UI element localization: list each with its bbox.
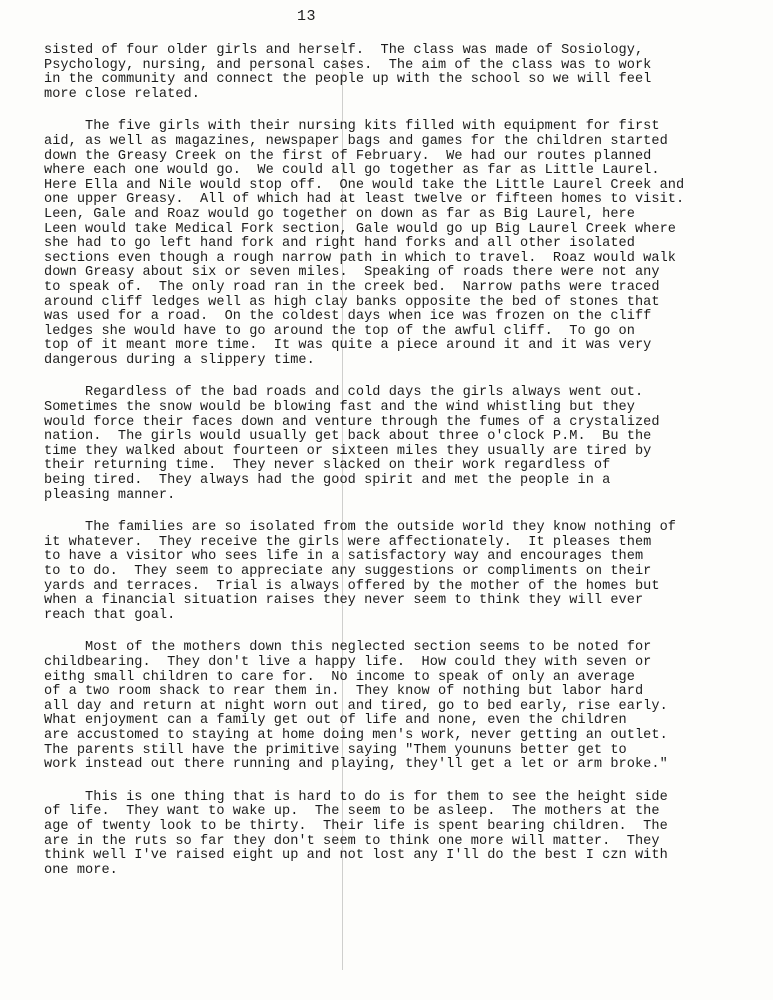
text-line: to have a visitor who sees life in a satisfactory way and encourages them [44,549,644,565]
text-line: The five girls with their nursing kits filled with equipment for first [44,119,660,135]
text-line: Leen would take Medical Fork section, Gale would go up Big Laurel Creek where [44,221,676,237]
text-line: nation. The girls would usually get back about three o'clock P.M. Bu the [44,429,652,445]
text-line: are in the ruts so far they don't seem to think one more will matter. They [44,833,660,849]
text-line: she had to go left hand fork and right hand forks and all other isolated [44,236,635,252]
text-line: when a financial situation raises they never seem to think they will ever [44,593,644,609]
text-line: aid, as well as magazines, newspaper bags and games for the children started [44,133,668,149]
text-line: more close related. [44,86,200,102]
paragraph [44,44,756,102]
text-line: down the Greasy Creek on the first of February. We had our routes planned [44,148,652,164]
text-line: The families are so isolated from the outside world they know nothing of [44,520,676,536]
text-line: Sometimes the snow would be blowing fast and the wind whistling but they [44,400,635,416]
text-line: What enjoyment can a family get out of life and none, even the children [44,713,627,729]
text-line: Psychology, nursing, and personal cases. The aim of the class was to work [44,57,652,73]
text-line: Here Ella and Nile would stop off. One would take the Little Laurel Creek and [44,177,685,193]
text-line: one upper Greasy. All of which had at least twelve or fifteen homes to visit. [44,192,685,208]
text-line: sisted of four older girls and herself. The class was made of Sosiology, [44,43,644,58]
text-line: think well I've raised eight up and not lost any I'll do the best I czn with [44,848,668,864]
text-line: are accustomed to staying at home doing men's work, never getting an outlet. [44,727,668,743]
text-line: This is one thing that is hard to do is for them to see the height side [44,789,668,805]
text-line: Leen, Gale and Roaz would go together on down as far as Big Laurel, here [44,206,635,222]
text-line: childbearing. They don't live a happy life. How could they with seven or [44,654,652,670]
text-line: all day and return at night worn out and tired, go to bed early, rise early. [44,698,668,714]
text-line: time they walked about fourteen or sixteen miles they usually are tired by [44,443,652,459]
text-line: around cliff ledges well as high clay banks opposite the bed of stones that [44,294,660,310]
paragraph [44,120,756,368]
text-line: one more. [44,862,118,878]
text-line: age of twenty look to be thirty. Their life is spent bearing children. The [44,818,668,834]
text-line: of a two room shack to rear them in. They know of nothing but labor hard [44,684,644,700]
text-line: The parents still have the primitive saying "Them younuns better get to [44,742,627,758]
text-line: their returning time. They never slacked on their work regardless of [44,458,611,474]
text-line: ledges she would have to go around the top of the awful cliff. To go on [44,323,635,339]
text-line: being tired. They always had the good spirit and met the people in a [44,473,611,489]
paragraph [44,521,756,623]
page-number: 13 [297,8,317,25]
paragraph [44,641,756,772]
paragraph [44,386,756,503]
text-line: Most of the mothers down this neglected section seems to be noted for [44,640,652,656]
text-line: Regardless of the bad roads and cold days the girls always went out. [44,385,644,401]
text-line: yards and terraces. Trial is always offered by the mother of the homes but [44,578,660,594]
text-line: in the community and connect the people up with the school so we will feel [44,72,652,88]
text-line: sections even though a rough narrow path in which to travel. Roaz would walk [44,250,676,266]
text-line: reach that goal. [44,607,176,623]
text-line: work instead out there running and playing, they'll get a let or arm broke." [44,757,668,773]
text-line: would force their faces down and venture through the fumes of a crystalized [44,414,660,430]
text-line: pleasing manner. [44,487,176,503]
text-line: eithg small children to care for. No income to speak of only an average [44,669,635,685]
text-line: down Greasy about six or seven miles. Speaking of roads there were not any [44,265,660,281]
text-line: it whatever. They receive the girls were affectionately. It pleases them [44,534,652,550]
text-line: to speak of. The only road ran in the creek bed. Narrow paths were traced [44,279,660,295]
text-line: where each one would go. We could all go together as far as Little Laurel. [44,163,660,179]
text-line: to to do. They seem to appreciate any suggestions or compliments on their [44,564,652,579]
text-line: dangerous during a slippery time. [44,352,315,368]
text-line: was used for a road. On the coldest days when ice was frozen on the cliff [44,309,652,325]
text-line: of life. They want to wake up. The seem to be asleep. The mothers at the [44,804,660,820]
paragraph [44,791,756,879]
typed-text-body [44,44,756,896]
text-line: top of it meant more time. It was quite a piece around it and it was very [44,338,652,354]
